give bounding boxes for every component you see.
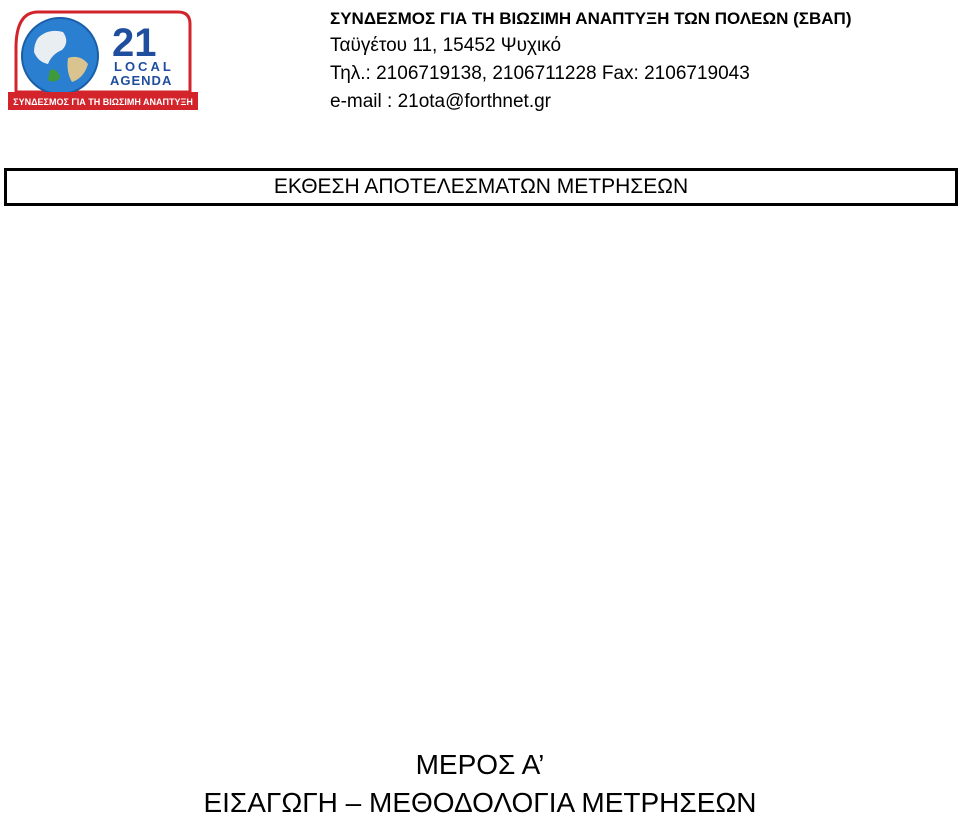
report-title: ΕΚΘΕΣΗ ΑΠΟΤΕΛΕΣΜΑΤΩΝ ΜΕΤΡΗΣΕΩΝ	[273, 175, 689, 198]
part-subtitle: ΕΙΣΑΓΩΓΗ – ΜΕΘΟΔΟΛΟΓΙΑ ΜΕΤΡΗΣΕΩΝ	[203, 787, 757, 818]
phone-fax: Τηλ.: 2106719138, 2106711228 Fax: 2106719043	[330, 63, 750, 84]
logo-banner-text: ΣΥΝΔΕΣΜΟΣ ΓΙΑ ΤΗ ΒΙΩΣΙΜΗ ΑΝΑΠΤΥΞΗ	[13, 97, 193, 107]
logo-graphic	[8, 8, 198, 112]
logo-line1: LOCAL	[114, 59, 174, 74]
report-title-box	[4, 168, 958, 206]
part-title: ΜΕΡΟΣ Α’	[415, 749, 545, 780]
address: Ταϋγέτου 11, 15452 Ψυχικό	[330, 35, 562, 56]
email: e-mail : 21ota@forthnet.gr	[330, 91, 552, 112]
logo-line2: AGENDA	[110, 73, 173, 88]
organization-name: ΣΥΝΔΕΣΜΟΣ ΓΙΑ ΤΗ ΒΙΩΣΙΜΗ ΑΝΑΠΤΥΞΗ ΤΩΝ ΠΟΛΕΩΝ (ΣΒΑΠ)	[330, 9, 852, 28]
letterhead	[330, 6, 950, 116]
local-agenda-logo	[8, 8, 198, 112]
logo-number: 21	[112, 21, 157, 65]
